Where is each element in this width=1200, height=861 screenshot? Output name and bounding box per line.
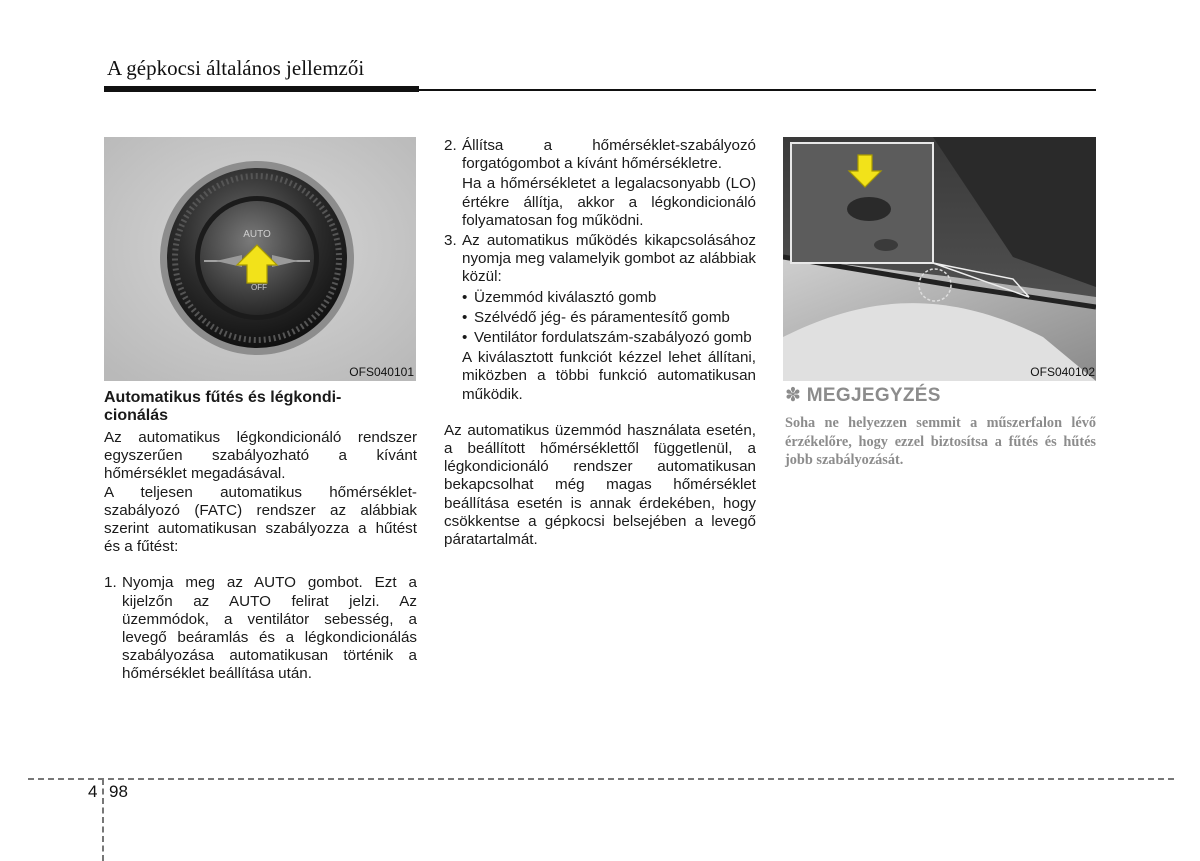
item-text: Állítsa a hőmérséklet-szabályozó forgatógombot a kívánt hőmérsékletre. [462,137,756,173]
item-number: 1. [104,574,117,592]
numbered-item-3 [444,232,756,287]
bullet-item [444,309,756,327]
knob-off-label: OFF [251,283,267,292]
header-rule-thin [419,89,1096,91]
middle-column [444,137,756,549]
knob-auto-label: AUTO [243,229,271,240]
figure-auto-knob [104,137,416,381]
bullet-text: Üzemmód kiválasztó gomb [474,288,657,306]
footer-divider [28,778,1174,780]
item-text: Az automatikus működés kikapcsolásához nyomja meg valamelyik gombot az alábbiak közül: [462,232,756,286]
bullet-item [444,329,756,347]
item-text: Nyomja meg az AUTO gombot. Ezt a kijelzőn az AUTO felirat jelzi. Az üzemmódok, a ventilátor sebesség, a levegő beáramlás és a légkondicionálás szabályozása automatikusan történik a hőmérséklet beállítása után. [122,574,417,683]
paragraph: Az automatikus üzemmód használata esetén, a beállított hőmérséklettől függetlenül, a légkondicionáló rendszer automatikusan bekapcsolhat még magas hőmérséklet beállítása esetén is annak érdekében, hogy csökkentse a gépkocsi belsejében a levegő páratartalmát. [444,421,756,549]
bullet-item [444,289,756,307]
header-rule-thick [104,86,419,92]
chapter-number: 4 [88,782,98,801]
left-column [104,389,417,684]
section-title-line1: Automatikus fűtés és légkondi- [104,389,342,406]
item-subtext: A kiválasztott funkciót kézzel lehet állítani, miközben a többi funkció automatikusan működik. [462,349,756,403]
page-header-title: A gépkocsi általános jellemzői [107,56,365,80]
item-number: 2. [444,137,457,154]
item-subtext: Ha a hőmérsékletet a legalacsonyabb (LO) értékre állítja, akkor a légkondicionáló folyamatosan fog működni. [462,175,756,229]
numbered-item-1 [104,574,417,683]
bullet-char: • [462,329,468,347]
figure-code: OFS040101 [349,365,414,379]
bullet-text: Ventilátor fordulatszám-szabályozó gomb [474,329,752,347]
paragraph: A teljesen automatikus hőmérséklet-szabályozó (FATC) rendszer az alábbiak szerint automatikusan szabályozza a hűtést és a fűtést: [104,483,417,556]
numbered-item-2 [444,137,756,173]
bullet-char: • [462,288,468,306]
bullet-text: Szélvédő jég- és páramentesítő gomb [474,308,730,326]
bullet-char: • [462,308,468,326]
paragraph: Az automatikus légkondicionáló rendszer egyszerűen szabályozható a kívánt hőmérséklet megadásával. [104,429,417,483]
item-number: 3. [444,232,457,250]
note-text: Soha ne helyezzen semmit a műszerfalon lévő érzékelőre, hogy ezzel biztosítsa a fűtés és hűtés jobb szabályozását. [785,415,1096,468]
section-title-line2: cionálás [104,407,169,424]
page-number: 98 [109,782,128,801]
figure-dashboard-sensor [783,137,1096,381]
note-heading: ✽ MEGJEGYZÉS [785,385,941,406]
footer-vertical-divider [102,779,104,861]
figure-code: OFS040102 [1030,365,1095,379]
